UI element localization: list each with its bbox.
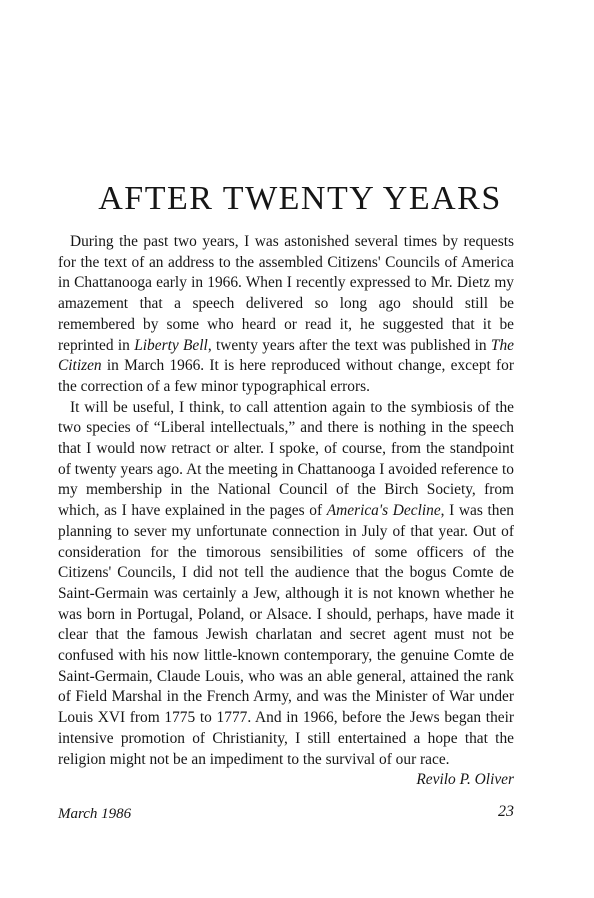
paragraph-1-italic-the-citizen: The Citizen	[58, 336, 515, 375]
paragraph-1-text-b: , twenty years after the text was published in	[207, 336, 491, 354]
page-number: 23	[498, 803, 514, 820]
footer-date: March 1986	[58, 806, 132, 822]
page-footer	[58, 803, 514, 828]
paragraph-1-text-c: in March 1966. It is here reproduced without change, except for the correction of a few minor typographical errors.	[58, 357, 514, 395]
paragraph-2-italic-americas-decline: America's Decline	[326, 502, 441, 520]
paragraph-2-text-b: , I was then planning to sever my unfortunate connection in July of that year. Out of consideration for the timorous sensibilities of some officers of the Citizens' Councils, I did not tell the audience that the bogus Comte de Saint-Germain was certainly a Jew, although it is not known whether he was born in Portugal, Poland, or Alsace. I should, perhaps, have made it clear that the famous Jewish charlatan and secret agent must not be confused with his now little-known contemporary, the genuine Comte de Saint-Germain, Claude Louis, who was an able general, attained the rank of Field Marshal in the French Army, and was the Minister of War under Louis XVI from 1775 to 1777. And in 1966, before the Jews began their intensive promotion of Christianity, I still entertained a hope that the religion might not be an impediment to the survival of our race.	[58, 502, 514, 768]
paragraph-1	[58, 232, 514, 398]
author-signature: Revilo P. Oliver	[416, 771, 514, 789]
paragraph-1-text-a: During the past two years, I was astonished several times by requests for the text of an address to the assembled Citizens' Councils of America in Chattanooga early in 1966. When I recently expressed to Mr. Dietz my amazement that a speech delivered so long ago should still be remembered by some who heard or read it, he suggested that it be reprinted in	[58, 233, 514, 354]
paragraph-1-italic-liberty-bell: Liberty Bell	[134, 336, 208, 354]
paragraph-2-text-a: It will be useful, I think, to call attention again to the symbiosis of the two species of “Liberal intellectuals,” and there is nothing in the speech that I would now retract or alter. I spoke, of course, from the standpoint of twenty years ago. At the meeting in Chattanooga I avoided reference to my membership in the National Council of the Birch Society, from which, as I have explained in the pages of	[58, 398, 514, 520]
paragraph-2	[58, 398, 514, 771]
article-body	[58, 232, 514, 791]
article-title: AFTER TWENTY YEARS	[98, 180, 502, 217]
